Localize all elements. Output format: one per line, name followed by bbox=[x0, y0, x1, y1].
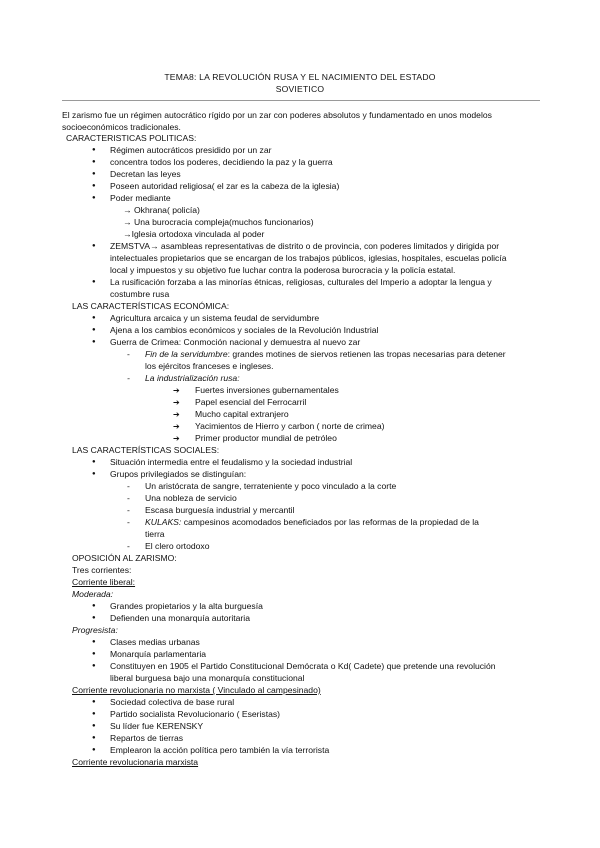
list-item: ● Régimen autocráticos presidido por un zar bbox=[110, 145, 271, 157]
list-item: ● Ajena a los cambios económicos y sociales de la Revolución Industrial bbox=[110, 325, 378, 337]
sub-item bbox=[145, 517, 479, 529]
list-item: ● Situación intermedia entre el feudalismo y la sociedad industrial bbox=[110, 457, 352, 469]
progresista-heading: Progresista: bbox=[72, 625, 118, 635]
list-item: ● ZEMSTVA→ asambleas representativas de distrito o de provincia, con poderes limitados y dirigida por bbox=[110, 241, 499, 253]
sub-item: - Un aristócrata de sangre, terrateniente y poco vinculado a la corte bbox=[145, 481, 396, 493]
list-item: ● Decretan las leyes bbox=[110, 169, 181, 181]
sub-item: → Una burocracia compleja(muchos funcionarios) bbox=[123, 217, 314, 227]
list-item: ● Guerra de Crimea: Conmoción nacional y demuestra al nuevo zar bbox=[110, 337, 360, 349]
sub-item bbox=[145, 349, 506, 361]
intro-line: socioeconómicos tradicionales. bbox=[62, 122, 181, 132]
arrow-item: ➔ Mucho capital extranjero bbox=[195, 409, 289, 421]
list-item: ● Constituyen en 1905 el Partido Constitucional Demócrata o Kd( Cadete) que pretende una revolución bbox=[110, 661, 496, 673]
section-heading-sociales: LAS CARACTERÍSTICAS SOCIALES: bbox=[72, 445, 220, 455]
sub-item: - Escasa burguesía industrial y mercantil bbox=[145, 505, 295, 517]
list-item: ● Repartos de tierras bbox=[110, 733, 183, 745]
document-title-line2: SOVIETICO bbox=[275, 84, 325, 94]
title-divider bbox=[62, 100, 540, 101]
tres-corrientes: Tres corrientes: bbox=[72, 565, 132, 575]
list-item-continuation: costumbre rusa bbox=[110, 289, 170, 299]
arrow-item: ➔ Yacimientos de Hierro y carbon ( norte de crimea) bbox=[195, 421, 384, 433]
sub-item: - El clero ortodoxo bbox=[145, 541, 210, 553]
arrow-item: ➔ Papel esencial del Ferrocarril bbox=[195, 397, 306, 409]
section-heading-oposicion: OPOSICIÓN AL ZARISMO: bbox=[72, 553, 177, 563]
corriente-no-marxista-heading: Corriente revolucionaria no marxista ( Vinculado al campesinado) bbox=[72, 685, 321, 695]
list-item: ● concentra todos los poderes, decidiendo la paz y la guerra bbox=[110, 157, 333, 169]
industrializacion-label: - La industrialización rusa: bbox=[145, 373, 240, 385]
list-item-continuation: local y impuestos y su objetivo fue luchar contra la poderosa burocracia y la policía estatal. bbox=[110, 265, 456, 275]
sub-item-continuation: tierra bbox=[145, 529, 165, 539]
moderada-heading: Moderada: bbox=[72, 589, 114, 599]
fin-servidumbre-text: : grandes motines de siervos retienen las tropas necesarias para detener bbox=[227, 349, 506, 359]
list-item: ● Partido socialista Revolucionario ( Eseristas) bbox=[110, 709, 280, 721]
document-title-line1: TEMA8: LA REVOLUCIÓN RUSA Y EL NACIMIENTO DEL ESTADO bbox=[164, 72, 436, 82]
list-item-continuation: liberal burguesa bajo una monarquía constitucional bbox=[110, 673, 305, 683]
list-item: ● Clases medias urbanas bbox=[110, 637, 200, 649]
list-item: ● Poder mediante bbox=[110, 193, 171, 205]
list-item: ● La rusificación forzaba a las minorías étnicas, religiosas, culturales del Imperio a adoptar la lengua y bbox=[110, 277, 492, 289]
kulaks-label: KULAKS: bbox=[145, 517, 182, 527]
list-item: ● Grandes propietarios y la alta burguesía bbox=[110, 601, 263, 613]
list-item: ● Sociedad colectiva de base rural bbox=[110, 697, 234, 709]
list-item: ● Defienden una monarquía autoritaria bbox=[110, 613, 250, 625]
list-item: ● Grupos privilegiados se distinguían: bbox=[110, 469, 246, 481]
list-item-continuation: intelectuales propietarios que se encargan de los trabajos públicos, iglesias, hospitales, escuelas policía bbox=[110, 253, 507, 263]
list-item: ● Monarquía parlamentaria bbox=[110, 649, 206, 661]
list-item: ● Emplearon la acción política pero también la vía terrorista bbox=[110, 745, 329, 757]
corriente-marxista-heading: Corriente revolucionaria marxista bbox=[72, 757, 199, 767]
list-item: ● Su líder fue KERENSKY bbox=[110, 721, 203, 733]
intro-line: El zarismo fue un régimen autocrático rígido por un zar con poderes absolutos y fundamentado en unos modelos bbox=[62, 110, 492, 120]
list-item: ● Poseen autoridad religiosa( el zar es la cabeza de la iglesia) bbox=[110, 181, 339, 193]
sub-item-continuation: los ejércitos franceses e ingleses. bbox=[145, 361, 274, 371]
corriente-liberal-heading: Corriente liberal: bbox=[72, 577, 136, 587]
arrow-item: ➔ Fuertes inversiones gubernamentales bbox=[195, 385, 339, 397]
list-item: ● Agricultura arcaica y un sistema feudal de servidumbre bbox=[110, 313, 319, 325]
sub-item: →Iglesia ortodoxa vinculada al poder bbox=[123, 229, 265, 239]
section-heading-politicas: CARACTERISTICAS POLITICAS: bbox=[66, 133, 197, 143]
arrow-item: ➔ Primer productor mundial de petróleo bbox=[195, 433, 337, 445]
sub-item: - Una nobleza de servicio bbox=[145, 493, 237, 505]
section-heading-economica: LAS CARACTERÍSTICAS ECONÓMICA: bbox=[72, 301, 230, 311]
kulaks-text: campesinos acomodados beneficiados por las reformas de la propiedad de la bbox=[181, 517, 479, 527]
sub-item: → Okhrana( policía) bbox=[123, 205, 200, 215]
fin-servidumbre-label: Fin de la servidumbre bbox=[145, 349, 228, 359]
